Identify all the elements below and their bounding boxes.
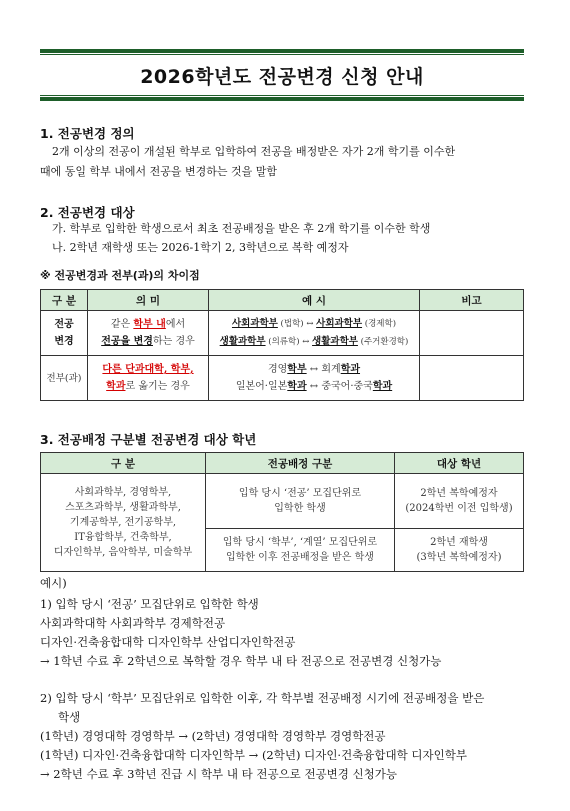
text: 사회과학부: [316, 318, 363, 329]
example-line: 1) 입학 당시 ‘전공’ 모집단위로 입학한 학생: [40, 597, 259, 611]
example-line: → 1학년 수료 후 2학년으로 복학할 경우 학부 내 타 전공으로 전공변경 신청가능: [40, 654, 442, 668]
text: ↔ 회계: [306, 364, 341, 375]
text: (3학년 복학예정자): [416, 552, 502, 563]
example-line: 사회과학대학 사회과학부 경제학전공: [40, 616, 226, 630]
meaning-cell: [88, 356, 209, 401]
text: (2024학번 이전 입학생): [405, 503, 513, 514]
text: 2학년 복학예정자: [420, 488, 498, 499]
table-header: 대상 학년: [395, 453, 524, 474]
section-3-heading: 3. 전공배정 구분별 전공변경 대상 학년: [40, 432, 257, 447]
highlight-text: 다른 단과대학, 학부,: [102, 364, 194, 375]
examples-label: 예시): [40, 576, 67, 590]
label-part: 전공: [54, 319, 74, 330]
text: 기계공학부, 전기공학부,: [69, 517, 177, 528]
text: 일본어·일본: [235, 381, 288, 392]
table-row: [41, 356, 524, 401]
table-header: 예 시: [209, 290, 420, 311]
title-rule-top: [40, 49, 524, 53]
text: 입학 당시 ‘학부’, ‘계열’ 모집단위로: [222, 537, 378, 548]
departments-cell: [41, 474, 206, 572]
section-2-item-b: 나. 2학년 재학생 또는 2026-1학기 2, 3학년으로 복학 예정자: [52, 241, 349, 254]
text: 경영: [267, 364, 288, 375]
meaning-cell: [88, 311, 209, 356]
table-header: 구 분: [41, 453, 206, 474]
text: 스포츠과학부, 생활과학부,: [65, 502, 181, 513]
target-grade-cell: [395, 474, 524, 529]
text: 학과: [372, 381, 393, 392]
example-cell: [209, 356, 420, 401]
example-line: 2) 입학 당시 ‘학부’ 모집단위로 입학한 이후, 각 학부별 전공배정 시기에 전공배정을 받은: [40, 691, 485, 705]
assignment-table: [40, 452, 524, 572]
underlined-text: 전공을 변경: [101, 336, 153, 347]
text: 생활과학부: [219, 336, 266, 347]
title-rule-bottom: [40, 97, 524, 101]
text: (경제학): [362, 319, 397, 329]
text: 생활과학부: [312, 336, 358, 347]
text: 2학년 재학생: [430, 537, 488, 548]
section-2-item-a: 가. 학부로 입학한 학생으로서 최초 전공배정을 받은 후 2개 학기를 이수한 학생: [52, 222, 431, 235]
example-line: (1학년) 경영대학 경영학부 → (2학년) 경영대학 경영학부 경영학전공: [40, 729, 386, 743]
text: 사회과학부, 경영학부,: [74, 487, 172, 498]
text: ↔ 중국어·중국: [306, 381, 373, 392]
remarks-cell: [420, 356, 524, 401]
text: (주거환경학): [357, 337, 409, 347]
text: 학과: [340, 364, 361, 375]
highlight-text: 학과: [106, 381, 126, 392]
text: 입학 당시 ‘전공’ 모집단위로: [238, 488, 362, 499]
text: 입학한 학생: [274, 503, 326, 514]
section-1-heading: 1. 전공변경 정의: [40, 126, 135, 141]
assignment-type-cell: [206, 529, 395, 572]
text: 하는 경우: [152, 336, 195, 347]
label-part: 변경: [54, 336, 74, 347]
section-2-heading: 2. 전공변경 대상: [40, 205, 135, 220]
row-label-major-change: [41, 311, 88, 356]
text: IT융합학부, 건축학부,: [74, 532, 172, 543]
section-1-text-line2: 때에 동일 학부 내에서 전공을 변경하는 것을 말함: [40, 165, 277, 178]
title-rule-bottom-thin: [40, 95, 524, 96]
text: (의류학) ↔: [265, 337, 313, 347]
example-cell: [209, 311, 420, 356]
text: 학부: [287, 364, 307, 375]
text: 디자인학부, 음악학부, 미술학부: [53, 547, 193, 558]
row-label-transfer: 전부(과): [41, 356, 88, 401]
table-header: 비고: [420, 290, 524, 311]
table-row: [41, 474, 524, 529]
example-line: (1학년) 디자인·건축융합대학 디자인학부 → (2학년) 디자인·건축융합대학 디자인학부: [40, 748, 467, 762]
title-box: [40, 49, 524, 101]
table-header: 의 미: [88, 290, 209, 311]
example-line: 학생: [58, 710, 81, 724]
text: 학과: [287, 381, 307, 392]
text: 사회과학부: [231, 318, 278, 329]
section-1-text-line1: 2개 이상의 전공이 개설된 학부로 입학하여 전공을 배정받은 자가 2개 학기를 이수한: [52, 145, 456, 158]
text: 같은: [110, 319, 134, 330]
table-header: 전공배정 구분: [206, 453, 395, 474]
target-grade-cell: [395, 529, 524, 572]
highlight-text: 학부 내: [133, 319, 166, 330]
text: 로 옮기는 경우: [125, 381, 190, 392]
table-header-row: [41, 453, 524, 474]
table-header-row: [41, 290, 524, 311]
text: 입학한 이후 전공배정을 받은 학생: [226, 552, 374, 563]
text: (법학) ↔: [277, 319, 317, 329]
table-row: [41, 311, 524, 356]
example-line: 디자인·건축융합대학 디자인학부 산업디자인학전공: [40, 635, 296, 649]
remarks-cell: [420, 311, 524, 356]
example-line: → 2학년 수료 후 3학년 진급 시 학부 내 타 전공으로 전공변경 신청가능: [40, 767, 397, 781]
table-header: 구 분: [41, 290, 88, 311]
difference-table: [40, 289, 524, 401]
difference-note: ※ 전공변경과 전부(과)의 차이점: [40, 269, 200, 282]
page-title: 2026학년도 전공변경 신청 안내: [140, 66, 424, 88]
text: 에서: [165, 319, 186, 330]
assignment-type-cell: [206, 474, 395, 529]
